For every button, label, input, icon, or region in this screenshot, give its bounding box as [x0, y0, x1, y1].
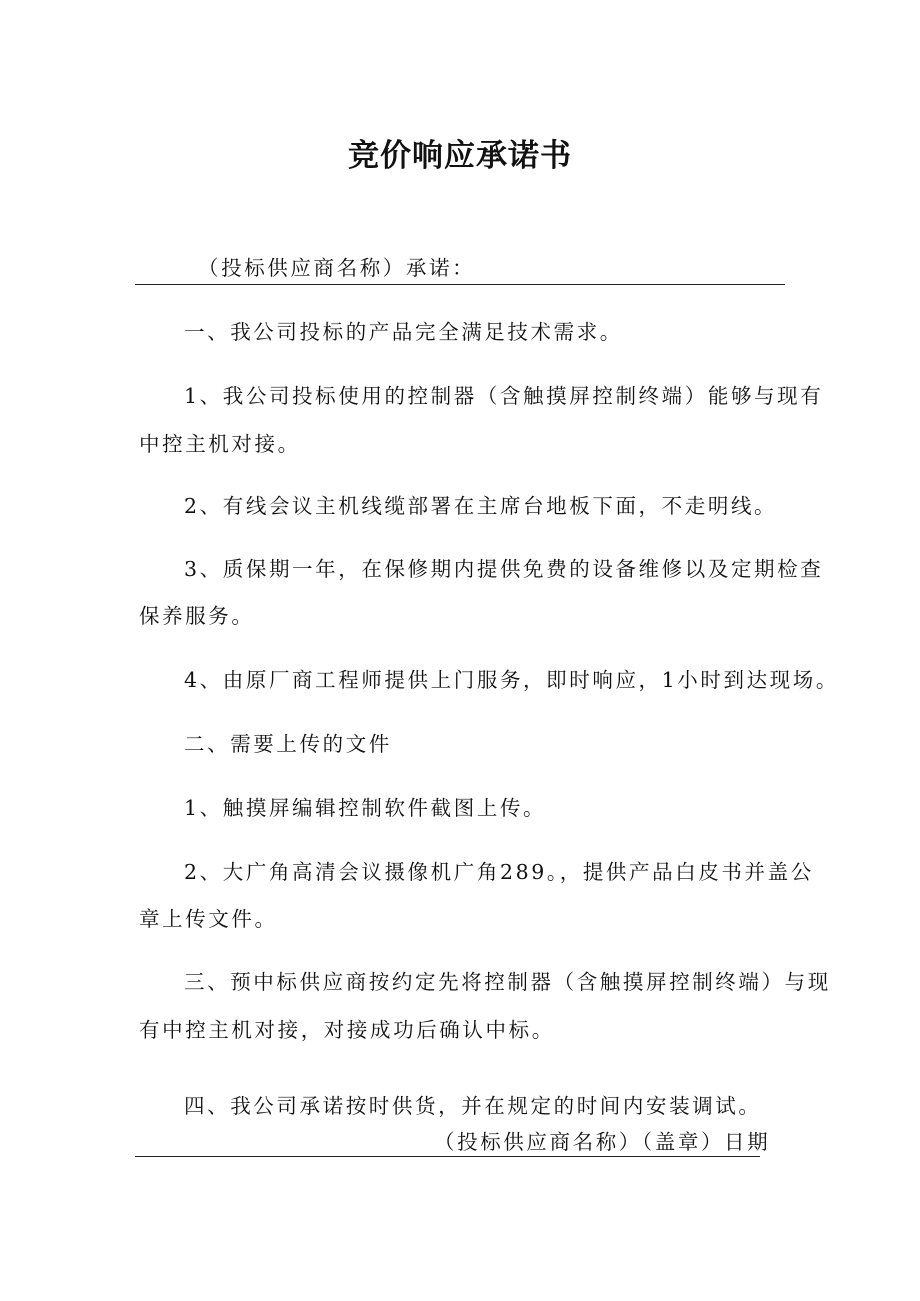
- section-4-line-1: 3、质保期一年，在保修期内提供免费的设备维修以及定期检查: [184, 557, 824, 581]
- section-6-line-1: 二、需要上传的文件: [184, 732, 392, 756]
- signature-line: （投标供应商名称）（盖章）日期: [434, 1130, 771, 1154]
- intro-line: （投标供应商名称）承诺：: [198, 256, 476, 280]
- section-2-line-2: 中控主机对接。: [139, 432, 301, 456]
- section-5-line-1: 4、由原厂商工程师提供上门服务，即时响应，1小时到达现场。: [184, 668, 839, 692]
- section-8-line-1: 2、大广角高清会议摄像机广角289。，提供产品白皮书并盖公: [184, 860, 814, 884]
- intro-underline: [135, 284, 785, 285]
- section-8-line-2: 章上传文件。: [139, 907, 278, 931]
- section-7-line-1: 1、触摸屏编辑控制软件截图上传。: [184, 796, 547, 820]
- section-4-line-2: 保养服务。: [139, 604, 255, 628]
- section-1-line-1: 一、我公司投标的产品完全满足技术需求。: [184, 320, 623, 344]
- section-9-line-1: 三、预中标供应商按约定先将控制器（含触摸屏控制终端）与现: [184, 970, 831, 994]
- section-10-line-1: 四、我公司承诺按时供货，并在规定的时间内安装调试。: [184, 1094, 762, 1118]
- section-3-line-1: 2、有线会议主机线缆部署在主席台地板下面，不走明线。: [184, 494, 778, 518]
- section-9-line-2: 有中控主机对接，对接成功后确认中标。: [139, 1018, 555, 1042]
- signature-underline: [135, 1156, 760, 1157]
- section-2-line-1: 1、我公司投标使用的控制器（含触摸屏控制终端）能够与现有: [184, 384, 824, 408]
- document-title: 竞价响应承诺书: [348, 138, 572, 174]
